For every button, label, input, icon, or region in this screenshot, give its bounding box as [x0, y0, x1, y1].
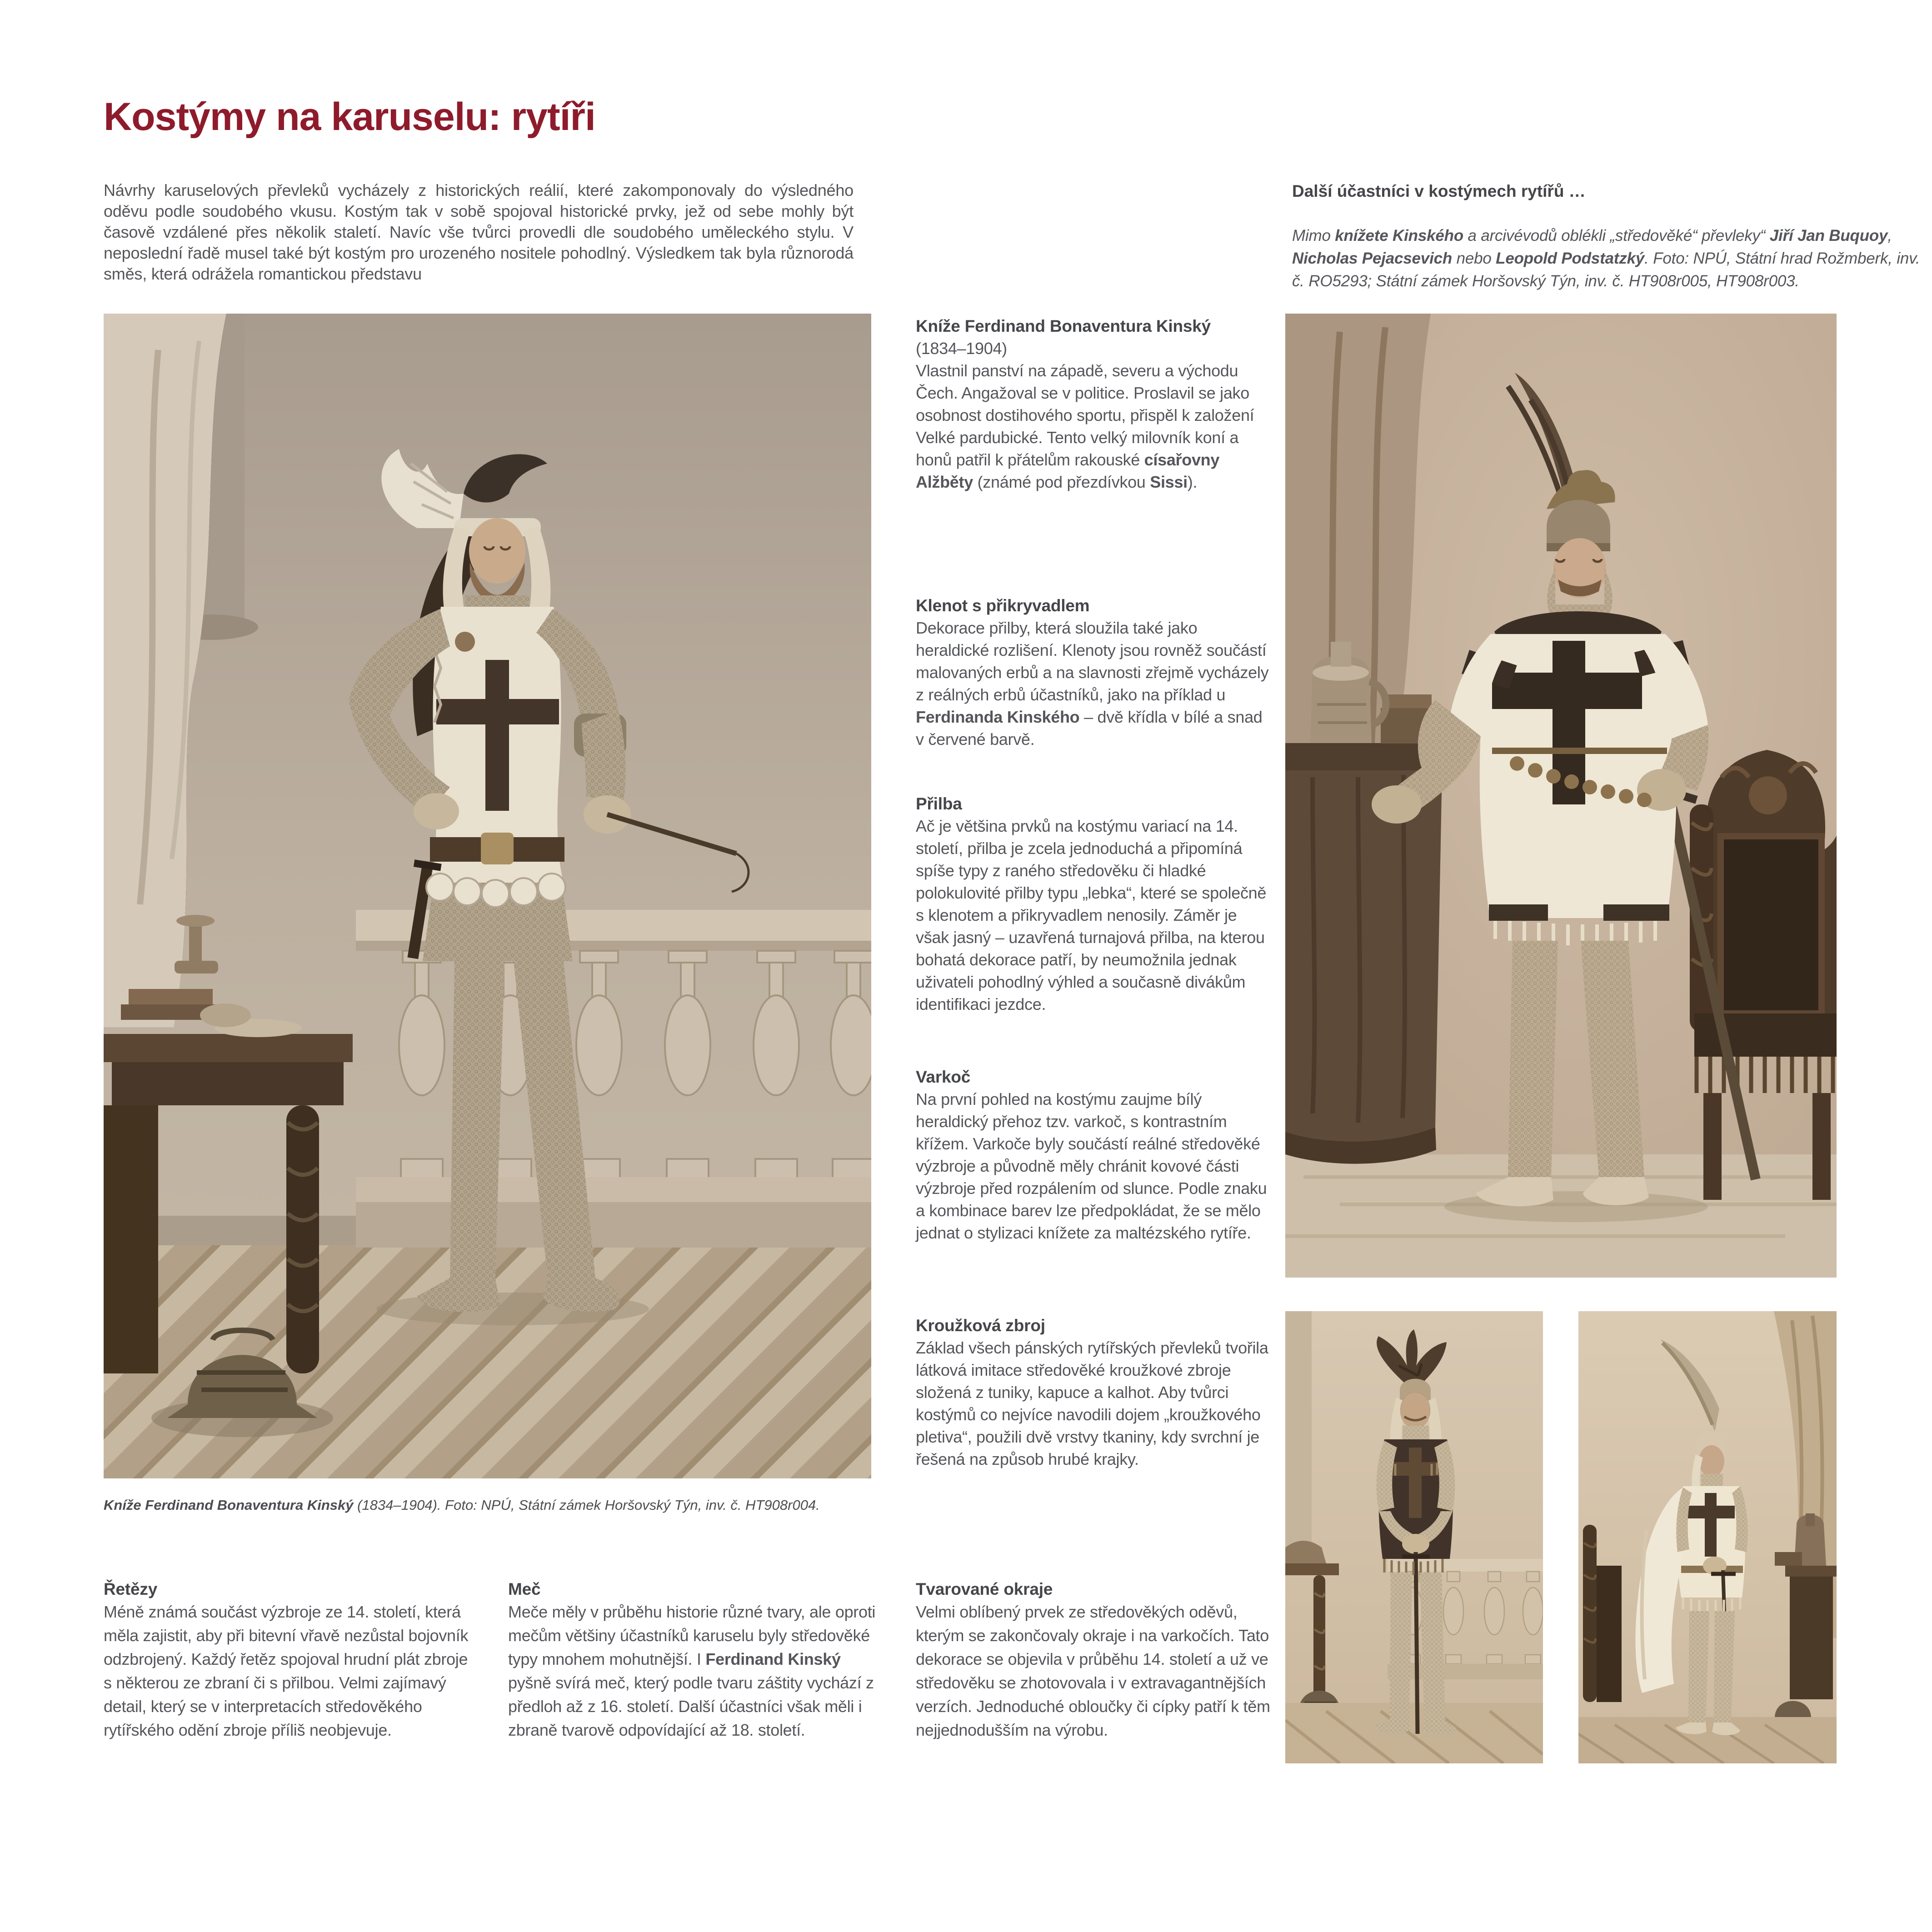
profile-name: Kníže Ferdinand Bonaventura Kinský	[916, 317, 1211, 335]
mail-leg-left	[1688, 1611, 1709, 1722]
profile-years: (1834–1904)	[916, 339, 1007, 358]
photo-eagle-illustration	[1285, 1311, 1543, 1763]
profile-body: Vlastnil panství na západě, severu a východu Čech. Angažoval se v politice. Proslavil se jako osobnost dostihového sportu, přispěl k založení Velké pardubické. Tento velký milovník koní a honů patřil k přátelům rakouské císařovny Alžběty (známé pod přezdívkou Sissi).	[916, 361, 1254, 491]
section-retezy-heading: Řetězy	[104, 1580, 158, 1598]
photo-knight-illustration	[1285, 314, 1837, 1278]
face	[469, 518, 525, 584]
section-varkoc	[916, 1066, 1269, 1244]
photo-kinsky-illustration	[104, 314, 871, 1478]
section-tvarovane-okraje	[916, 1578, 1286, 1742]
intro-paragraph: Návrhy karuselových převleků vycházely z historických reálií, které zakomponovaly do výsledného oděvu podle soudobého vkusu. Kostým tak v sobě spojoval historické prvky, jež od sebe mohly být časově vzdálené přes několik staletí. Navíc vše tvůrci provedli dle soudobého uměleckého stylu. V neposlední řadě musel také být kostým pro urozeného nositele pohodlný. Výsledkem tak byla různorodá směs, která odrážela romantickou představu	[104, 181, 854, 283]
photo-knight-eagle-helmet	[1285, 1311, 1543, 1763]
patterned-carpet	[1285, 1703, 1543, 1763]
section-mec	[508, 1578, 879, 1742]
mail-leg-left	[1390, 1573, 1413, 1720]
gauntlet-left	[414, 793, 459, 829]
photo-knight-white-cape	[1578, 1311, 1837, 1763]
section-krouzkova	[916, 1314, 1269, 1470]
section-krouzkova-heading: Kroužková zbroj	[916, 1316, 1045, 1335]
section-klenot-body: Dekorace přilby, která sloužila také jako heraldické rozlišení. Klenoty jsou rovněž součástí malovaných erbů a na slavnosti zřejmě vycházely z reálných erbů účastníků, jako na příklad u Ferdinanda Kinského – dvě křídla v bílé a snad v červené barvě.	[916, 619, 1269, 749]
section-tvarovane-okraje-body: Velmi oblíbený prvek ze středověkých oděvů, kterým se zakončovaly okraje i na varkočích. Tato dekorace se objevila v průběhu 14. století a už ve středověku se zhotovovala i v extravagantnějších verzích. Jednoduché obloučky či cípky patří k těm nejjednodušším na výrobu.	[916, 1603, 1270, 1739]
patterned-carpet	[1578, 1717, 1837, 1763]
section-varkoc-body: Na první pohled na kostýmu zaujme bílý heraldický přehoz tzv. varkoč, s kontrastním křížem. Varkoče byly součástí reálné středověké výzbroje a původně měly chránit kovové části výzbroje před rozpálením od slunce. Podle znaku a kombinace barev lze předpokládat, že se mělo jednat o stylizaci knížete za maltézského rytíře.	[916, 1090, 1267, 1242]
section-retezy	[104, 1578, 474, 1742]
section-prilba-body: Ač je většina prvků na kostýmu variací na 14. století, přilba je zcela jednoduchá a připomíná spíše typy z raného středověku či hladké polokulovité přilby typu „lebka“, které se společně s klenotem a přikryvadlem nenosily. Záměr je však jasný – uzavřená turnajová přilba, na kterou bohatá dekorace patří, by neumožnila jednak uživateli pohodlný výhled a současně divákům identifikaci jezdce.	[916, 817, 1267, 1013]
section-varkoc-heading: Varkoč	[916, 1068, 971, 1086]
participants-note-heading: Další účastníci v kostýmech rytířů …	[1292, 182, 1586, 200]
section-prilba-heading: Přilba	[916, 794, 962, 813]
profile-block	[916, 315, 1269, 493]
section-mec-heading: Meč	[508, 1580, 541, 1598]
hands-on-pommel	[1402, 1534, 1429, 1554]
belt-buckle	[481, 833, 514, 864]
photo-caption: Kníže Ferdinand Bonaventura Kinský (1834–1904). Foto: NPÚ, Státní zámek Horšovský Týn, inv. č. HT908r004.	[104, 1497, 820, 1513]
photo-knight-table-chair	[1285, 314, 1837, 1278]
section-prilba	[916, 793, 1269, 1015]
section-krouzkova-body: Základ všech pánských rytířských převleků tvořila látková imitace středověké kroužkové zbroje složená z tuniky, kapuce a kalhot. Aby tvůrci kostýmů co nejvíce navodili dojem „kroužkového pletiva“, použili dvě vrstvy tkaniny, kdy svrchní je řešená na způsob hrubé krajky.	[916, 1338, 1268, 1468]
face	[1699, 1445, 1724, 1477]
rosette-badge	[455, 632, 475, 652]
books	[1775, 1552, 1802, 1566]
sword	[1416, 1552, 1418, 1734]
participants-note	[1292, 182, 1931, 293]
section-mec-body: Meče měly v průběhu historie různé tvary, ale oproti mečům většiny účastníků karuselu byly středověké typy mnohem mohutnější. I Ferdinand Kinský pyšně svírá meč, který podle tvaru záštity vychází z předloh až z 16. století. Další účastníci však měli i zbraně tvarově odpovídající až 18. století.	[508, 1603, 876, 1739]
surcoat-cross	[1409, 1448, 1422, 1518]
section-tvarovane-okraje-heading: Tvarované okraje	[916, 1580, 1053, 1598]
participants-note-body: Mimo knížete Kinského a arcivévodů oblékli „středověké“ převleky“ Jiří Jan Buquoy, Nicholas Pejacsevich nebo Leopold Podstatzký. Foto: NPÚ, Státní hrad Rožmberk, inv. č. RO5293; Státní zámek Horšovský Týn, inv. č. HT908r005, HT908r003.	[1292, 227, 1920, 290]
mail-leg-left	[1508, 941, 1558, 1177]
photo-cape-illustration	[1578, 1311, 1837, 1763]
surcoat-cross	[1705, 1493, 1717, 1557]
section-retezy-body: Méně známá součást výzbroje ze 14. století, která měla zajistit, aby při bitevní vřavě nezůstal bojovník odzbrojený. Každý řetěz spojoval hrudní plát zbroje s některou ze zbraní či s přilbou. Velmi zajímavý detail, který se v interpretacích středověkého rytířského odění zbroje příliš neobjevuje.	[104, 1603, 469, 1739]
mail-leg-left	[450, 961, 504, 1278]
surcoat-cross	[485, 660, 509, 811]
column	[1285, 1311, 1312, 1566]
section-klenot-heading: Klenot s přikryvadlem	[916, 596, 1090, 615]
mail-leg-right	[1714, 1611, 1735, 1722]
photo-kinsky-full-length	[104, 314, 871, 1478]
page-title: Kostýmy na karuselu: rytíři	[104, 95, 595, 139]
section-klenot	[916, 594, 1269, 750]
